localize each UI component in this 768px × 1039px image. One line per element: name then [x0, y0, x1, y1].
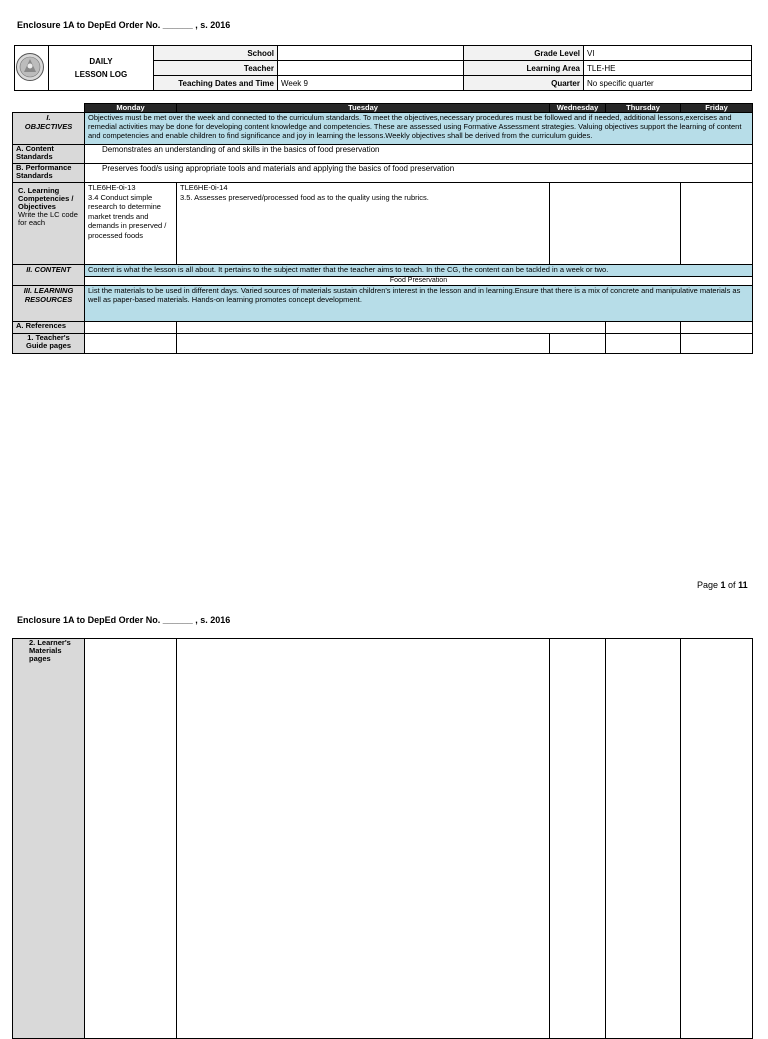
- references-label: A. References: [13, 322, 85, 334]
- content-standards-label: A. Content Standards: [13, 145, 85, 164]
- school-value: [278, 46, 464, 61]
- day-thursday: Thursday: [606, 104, 681, 113]
- learners-materials-monday: [85, 639, 177, 1039]
- content-standards-text: Demonstrates an understanding of and skills in the basics of food preservation: [85, 145, 753, 164]
- performance-standards-label: B. Performance Standards: [13, 164, 85, 183]
- references-tue-wed: [177, 322, 606, 334]
- teachers-guide-tuesday: [177, 334, 550, 354]
- performance-standards-text: Preserves food/s using appropriate tools and materials and applying the basics of food preservation: [85, 164, 753, 183]
- wednesday-thursday-competency: [550, 183, 681, 265]
- references-monday: [85, 322, 177, 334]
- page-current: 1: [720, 580, 726, 590]
- references-thursday: [606, 322, 681, 334]
- learning-resources-note: List the materials to be used in different days. Varied sources of materials sustain children's interest in the lesson and in learning.Ensure that there is a mix of concrete and manipulative materials as well as paper-based materials. Hands-on learning promotes concept development.: [85, 286, 753, 322]
- teachers-guide-thursday: [606, 334, 681, 354]
- header-table: [14, 45, 752, 91]
- learners-materials-thursday: [606, 639, 681, 1039]
- daily-lesson-log-title: [49, 46, 154, 91]
- teaching-dates-label: Teaching Dates and Time: [154, 76, 278, 91]
- lesson-log-table: [12, 103, 753, 354]
- teacher-value: [278, 61, 464, 76]
- page-prefix: Page: [697, 580, 721, 590]
- title-line1: DAILY: [89, 57, 113, 66]
- learners-materials-tuesday: [177, 639, 550, 1039]
- tuesday-competency: [177, 183, 550, 265]
- teachers-guide-wednesday: [550, 334, 606, 354]
- objectives-label: [13, 113, 85, 145]
- page-number: [697, 580, 748, 590]
- tuesday-lc-text: 3.5. Assesses preserved/processed food as to the quality using the rubrics.: [180, 192, 429, 202]
- page-of: of: [725, 580, 739, 590]
- title-line2: LESSON LOG: [74, 70, 128, 79]
- competencies-note: Write the LC code for each: [18, 210, 78, 227]
- day-header-blank: [13, 104, 85, 113]
- deped-seal-icon: [15, 52, 45, 82]
- objectives-note: Objectives must be met over the week and connected to the curriculum standards. To meet the objectives,necessary procedures must be followed and if needed, additional lessons,exercises and remedial activities may be done for developing content knowledge and competencies. These are assessed using Formative Assessment strategies. Valuing objectives support the learning of content and competencies and enable children to find significance and joy in learning the lessons.Weekly objectives shall be derived from the curriculum guides.: [85, 113, 753, 145]
- references-friday: [681, 322, 753, 334]
- learning-resources-label: III. LEARNING RESOURCES: [13, 286, 85, 322]
- enclosure-header: Enclosure 1A to DepEd Order No. ______ , s. 2016: [17, 20, 231, 30]
- day-tuesday: Tuesday: [177, 104, 550, 113]
- teachers-guide-friday: [681, 334, 753, 354]
- monday-competency: [85, 183, 177, 265]
- learners-materials-friday: [681, 639, 753, 1039]
- objectives-title: OBJECTIVES: [24, 122, 73, 131]
- content-topic: Food Preservation: [85, 277, 753, 286]
- teachers-guide-monday: [85, 334, 177, 354]
- quarter-label: Quarter: [464, 76, 584, 91]
- page-total: 11: [738, 580, 748, 590]
- content-label: II. CONTENT: [13, 265, 85, 286]
- teaching-dates-value: Week 9: [278, 76, 464, 91]
- monday-lc-code: TLE6HE-0i-13: [88, 183, 136, 192]
- competencies-title: C. Learning Competencies / Objectives: [18, 186, 74, 211]
- day-friday: Friday: [681, 104, 753, 113]
- learning-competencies-label: [13, 183, 85, 265]
- grade-level-value: VI: [584, 46, 752, 61]
- monday-lc-text: 3.4 Conduct simple research to determine market trends and demands in preserved / processed foods: [88, 192, 167, 240]
- friday-competency: [681, 183, 753, 265]
- tuesday-lc-code: TLE6HE-0i-14: [180, 183, 228, 192]
- learning-area-label: Learning Area: [464, 61, 584, 76]
- day-monday: Monday: [85, 104, 177, 113]
- lesson-log-table-page2: [12, 638, 753, 1039]
- learners-materials-wednesday: [550, 639, 606, 1039]
- learning-area-value: TLE-HE: [584, 61, 752, 76]
- teacher-label: Teacher: [154, 61, 278, 76]
- day-wednesday: Wednesday: [550, 104, 606, 113]
- grade-level-label: Grade Level: [464, 46, 584, 61]
- teachers-guide-label: 1. Teacher's Guide pages: [13, 334, 85, 354]
- objectives-num: I.: [46, 113, 51, 122]
- learners-materials-label: 2. Learner's Materials pages: [13, 639, 85, 1039]
- enclosure-header-page2: Enclosure 1A to DepEd Order No. ______ , s. 2016: [17, 615, 231, 625]
- content-note: Content is what the lesson is all about. It pertains to the subject matter that the teacher aims to teach. In the CG, the content can be tackled in a week or two.: [85, 265, 753, 277]
- deped-seal-cell: [15, 46, 49, 91]
- quarter-value: No specific quarter: [584, 76, 752, 91]
- school-label: School: [154, 46, 278, 61]
